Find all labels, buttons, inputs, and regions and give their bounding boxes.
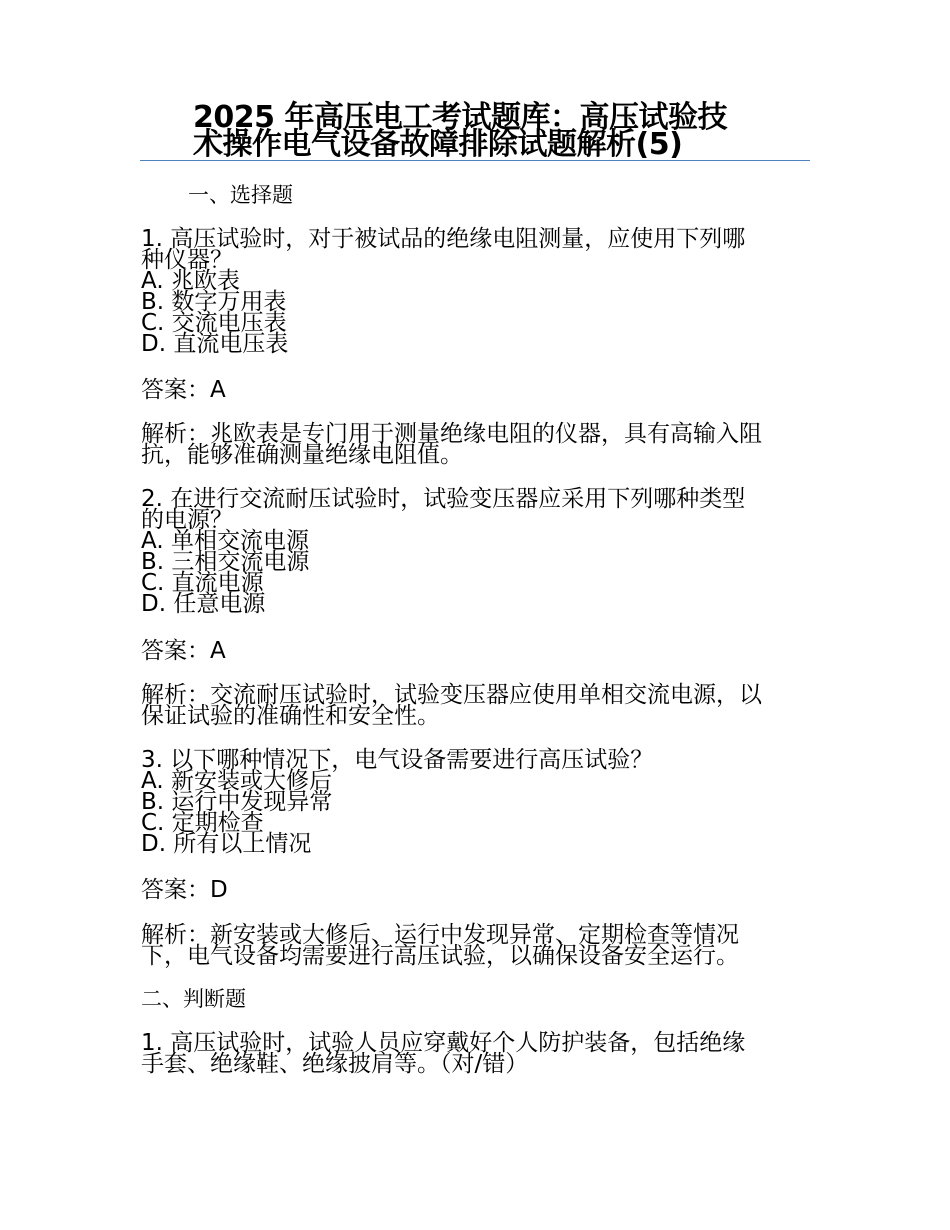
answer-1: 答案：A	[141, 377, 226, 403]
option-c: C. 定期检查	[141, 810, 264, 836]
question-stem-line: 2. 在进行交流耐压试验时，试验变压器应采用下列哪种类型	[141, 486, 746, 512]
question-stem-line: 3. 以下哪种情况下，电气设备需要进行高压试验？	[141, 747, 654, 773]
analysis-2	[141, 682, 821, 729]
analysis-1	[141, 421, 821, 468]
analysis-line: 保证试验的准确性和安全性。	[141, 703, 440, 729]
answer-3: 答案：D	[141, 877, 228, 903]
analysis-3	[141, 922, 821, 969]
title-underline-rule	[140, 160, 810, 161]
question-stem-line: 1. 高压试验时，对于被试品的绝缘电阻测量，应使用下列哪	[141, 226, 746, 252]
title-line-1: 2025 年高压电工考试题库：高压试验技	[193, 100, 727, 135]
title-line-2: 术操作电气设备故障排除试题解析(5)	[193, 127, 683, 162]
analysis-line: 解析：交流耐压试验时，试验变压器应使用单相交流电源，以	[141, 682, 762, 708]
question-2	[141, 486, 821, 617]
question-3	[141, 747, 821, 857]
option-d: D. 直流电压表	[141, 331, 289, 357]
analysis-line: 解析：新安装或大修后、运行中发现异常、定期检查等情况	[141, 922, 739, 948]
option-c: C. 直流电源	[141, 570, 264, 596]
option-b: B. 数字万用表	[141, 289, 287, 315]
analysis-line: 下，电气设备均需要进行高压试验，以确保设备安全运行。	[141, 943, 739, 969]
question-stem-line: 种仪器？	[141, 247, 233, 273]
section-heading-multiple-choice: 一、选择题	[188, 183, 293, 207]
document-title	[193, 100, 813, 162]
true-false-item-1	[141, 1030, 821, 1077]
analysis-line: 解析：兆欧表是专门用于测量绝缘电阻的仪器，具有高输入阻	[141, 421, 762, 447]
option-b: B. 运行中发现异常	[141, 789, 333, 815]
option-a: A. 单相交流电源	[141, 528, 309, 554]
option-d: D. 所有以上情况	[141, 831, 312, 857]
option-a: A. 兆欧表	[141, 268, 240, 294]
option-a: A. 新安装或大修后	[141, 768, 332, 794]
option-c: C. 交流电压表	[141, 310, 287, 336]
answer-2: 答案：A	[141, 638, 226, 664]
option-b: B. 三相交流电源	[141, 549, 310, 575]
option-d: D. 任意电源	[141, 591, 266, 617]
analysis-line: 抗，能够准确测量绝缘电阻值。	[141, 442, 463, 468]
question-stem-line: 的电源？	[141, 507, 233, 533]
true-false-line: 手套、绝缘鞋、绝缘披肩等。（对/错）	[141, 1051, 529, 1077]
question-1	[141, 226, 821, 357]
section-heading-true-false: 二、判断题	[141, 987, 246, 1011]
true-false-line: 1. 高压试验时，试验人员应穿戴好个人防护装备，包括绝缘	[141, 1030, 746, 1056]
